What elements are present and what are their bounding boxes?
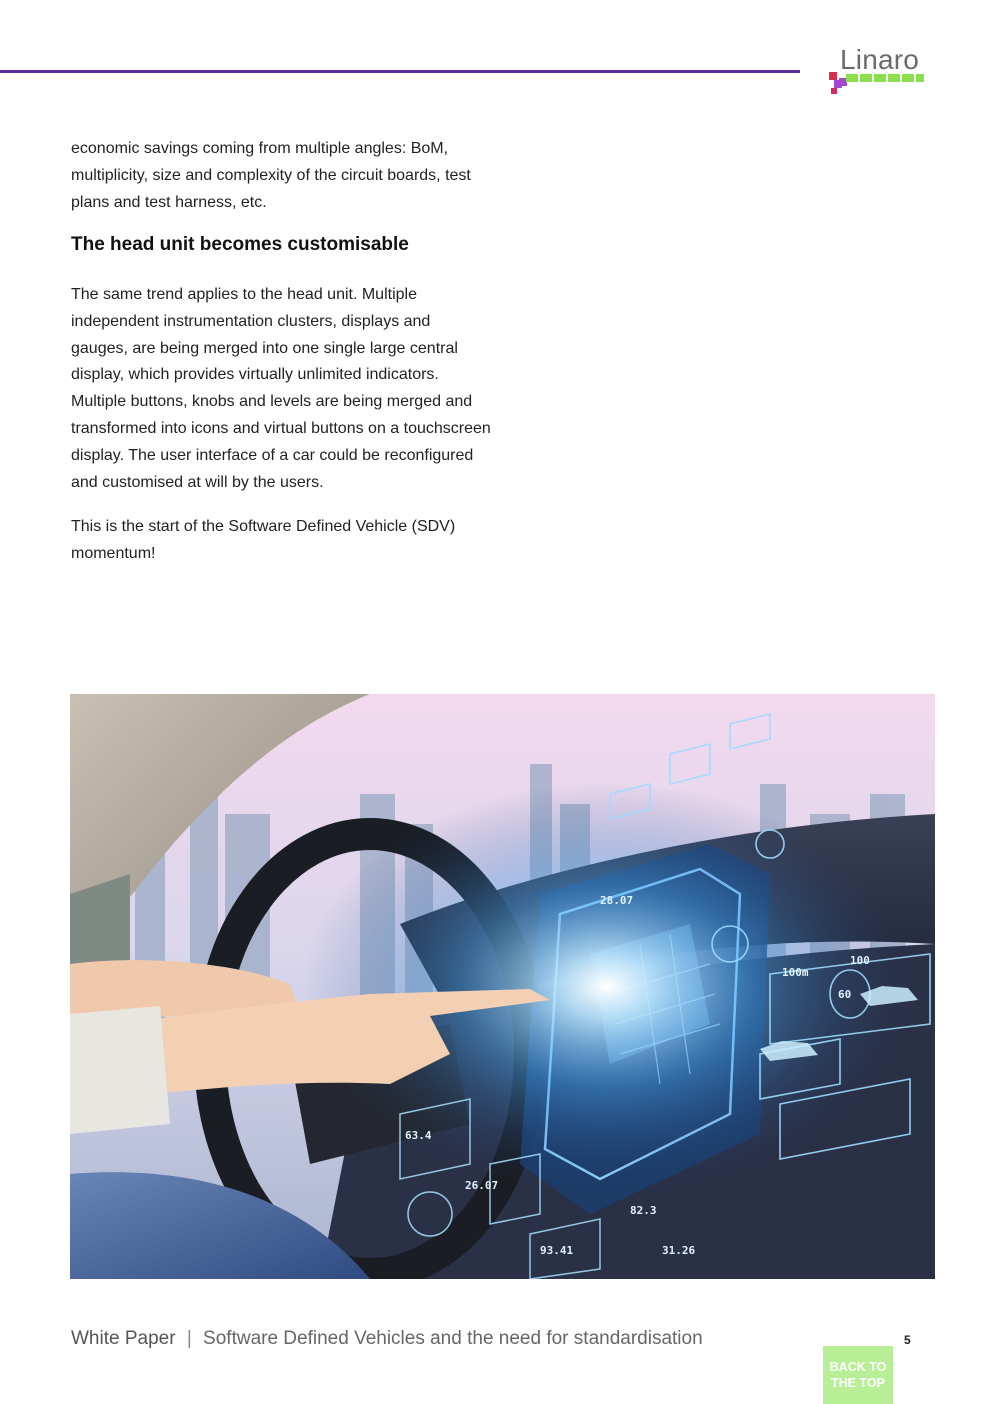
footer-separator: | bbox=[186, 1328, 192, 1349]
hud-label: 63.4 bbox=[405, 1129, 432, 1142]
linaro-logo[interactable] bbox=[826, 44, 926, 96]
logo-text: Linaro bbox=[840, 44, 920, 75]
footer-document-title: Software Defined Vehicles and the need for standardisation bbox=[203, 1328, 703, 1349]
header-rule bbox=[0, 70, 800, 73]
footer-title bbox=[71, 1328, 703, 1350]
back-to-top-button[interactable] bbox=[823, 1346, 893, 1404]
hud-label: 100m bbox=[782, 966, 809, 979]
hud-label: 26.07 bbox=[465, 1179, 499, 1192]
car-dashboard-illustration bbox=[70, 694, 935, 1279]
back-to-top-line1: BACK TO bbox=[829, 1360, 887, 1374]
paragraph-head-unit: The same trend applies to the head unit. Multiple independent instrumentation clusters, displays and gauges, are being merged into one single large central display, which provides virtually unlimited indicators. Multiple buttons, knobs and levels are being merged and transformed into icons and virtual buttons on a touchscreen display. The user interface of a car could be reconfigured and customised at will by the users. bbox=[71, 286, 491, 491]
hud-label: 100 bbox=[850, 954, 870, 967]
footer-doc-type: White Paper bbox=[71, 1328, 176, 1349]
hud-label: 60 bbox=[838, 988, 852, 1001]
paragraph-intro: economic savings coming from multiple angles: BoM, multiplicity, size and complexity of the circuit boards, test plans and test harness, etc. bbox=[71, 140, 471, 211]
page-number: 5 bbox=[904, 1333, 911, 1347]
paragraph-sdv: This is the start of the Software Defined Vehicle (SDV) momentum! bbox=[71, 518, 456, 562]
hud-label: 93.41 bbox=[540, 1244, 574, 1257]
hud-label: 82.3 bbox=[630, 1204, 657, 1217]
car-dashboard-photo bbox=[70, 694, 935, 1279]
hud-label: 31.26 bbox=[662, 1244, 696, 1257]
back-to-top-line2: THE TOP bbox=[831, 1376, 885, 1390]
hud-label: 28.07 bbox=[600, 894, 634, 907]
section-heading: The head unit becomes customisable bbox=[71, 234, 409, 255]
